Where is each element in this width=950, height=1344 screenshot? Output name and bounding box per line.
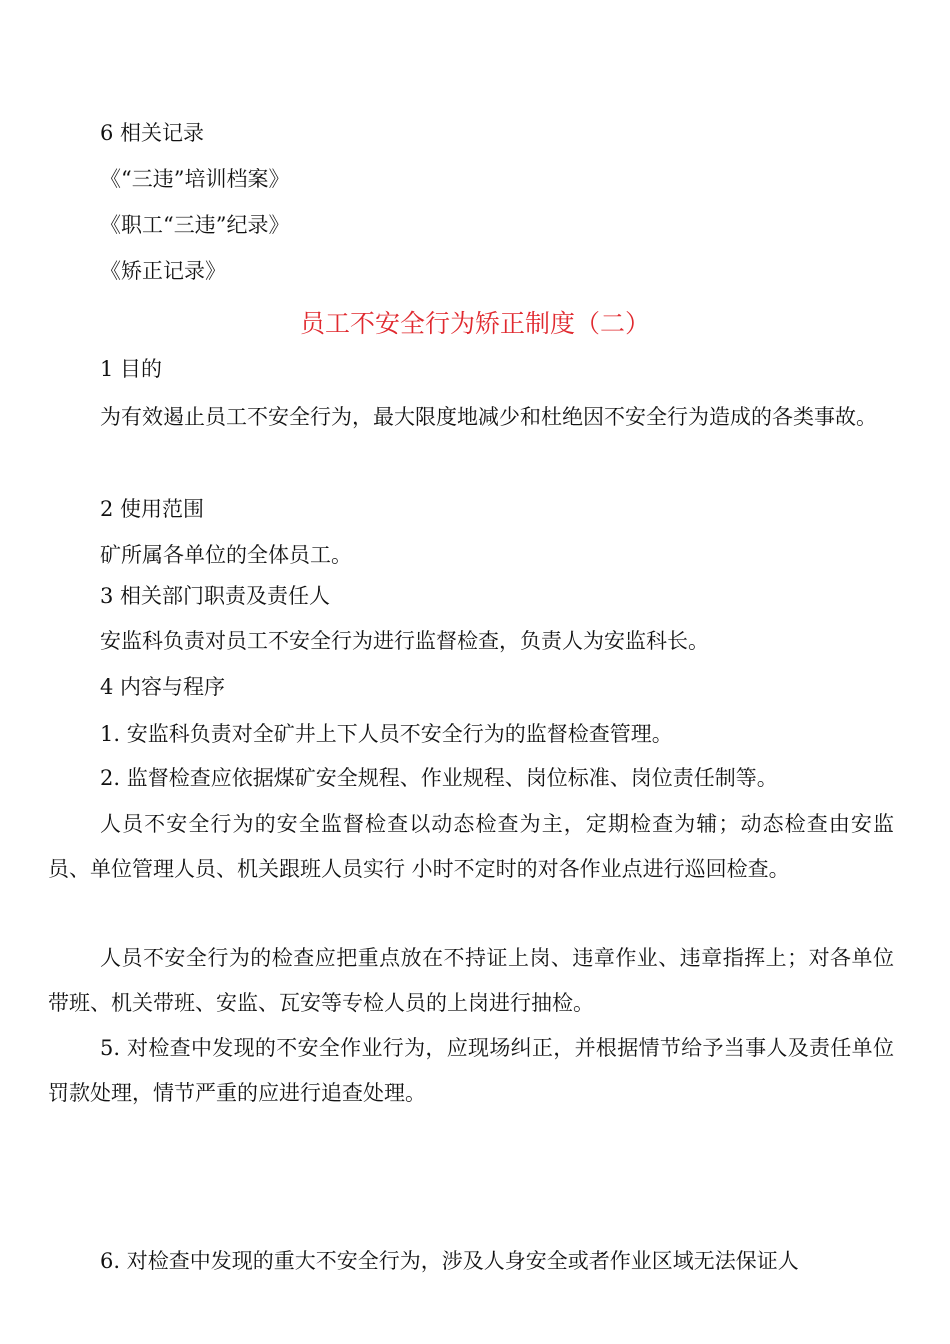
dept-text: 安监科负责对员工不安全行为进行监督检查，负责人为安监科长。 [100,629,709,653]
content-paragraph-4: 人员不安全行为的检查应把重点放在不持证上岗、违章作业、违章指挥上；对各单位带班、机关带班、安监、瓦安等专检人员的上岗进行抽检。 [48,946,894,1015]
content-paragraph-3: 人员不安全行为的安全监督检查以动态检查为主，定期检查为辅；动态检查由安监员、单位管理人员、机关跟班人员实行 小时不定时的对各作业点进行巡回检查。 [48,812,894,881]
scope-text: 矿所属各单位的全体员工。 [100,543,352,567]
scope-heading: 2 使用范围 [100,497,205,521]
content-item-2: 2. 监督检查应依据煤矿安全规程、作业规程、岗位标准、岗位责任制等。 [100,766,778,790]
content-item-1: 1. 安监科负责对全矿井上下人员不安全行为的监督检查管理。 [100,722,673,746]
dept-heading: 3 相关部门职责及责任人 [100,584,331,608]
purpose-text: 为有效遏止员工不安全行为，最大限度地减少和杜绝因不安全行为造成的各类事故。 [100,405,877,429]
record-item: 《“三违”培训档案》 [100,167,290,191]
record-item: 《矫正记录》 [100,259,226,283]
content-item-6: 6. 对检查中发现的重大不安全行为，涉及人身安全或者作业区域无法保证人 [100,1249,799,1273]
document-title: 员工不安全行为矫正制度（二） [299,309,650,338]
record-item: 《职工“三违”纪录》 [100,213,290,237]
content-paragraph-5: 5. 对检查中发现的不安全作业行为，应现场纠正，并根据情节给予当事人及责任单位罚款处理，情节严重的应进行追查处理。 [48,1036,894,1105]
content-heading: 4 内容与程序 [100,675,226,699]
purpose-heading: 1 目的 [100,357,163,381]
records-heading: 6 相关记录 [100,121,205,145]
